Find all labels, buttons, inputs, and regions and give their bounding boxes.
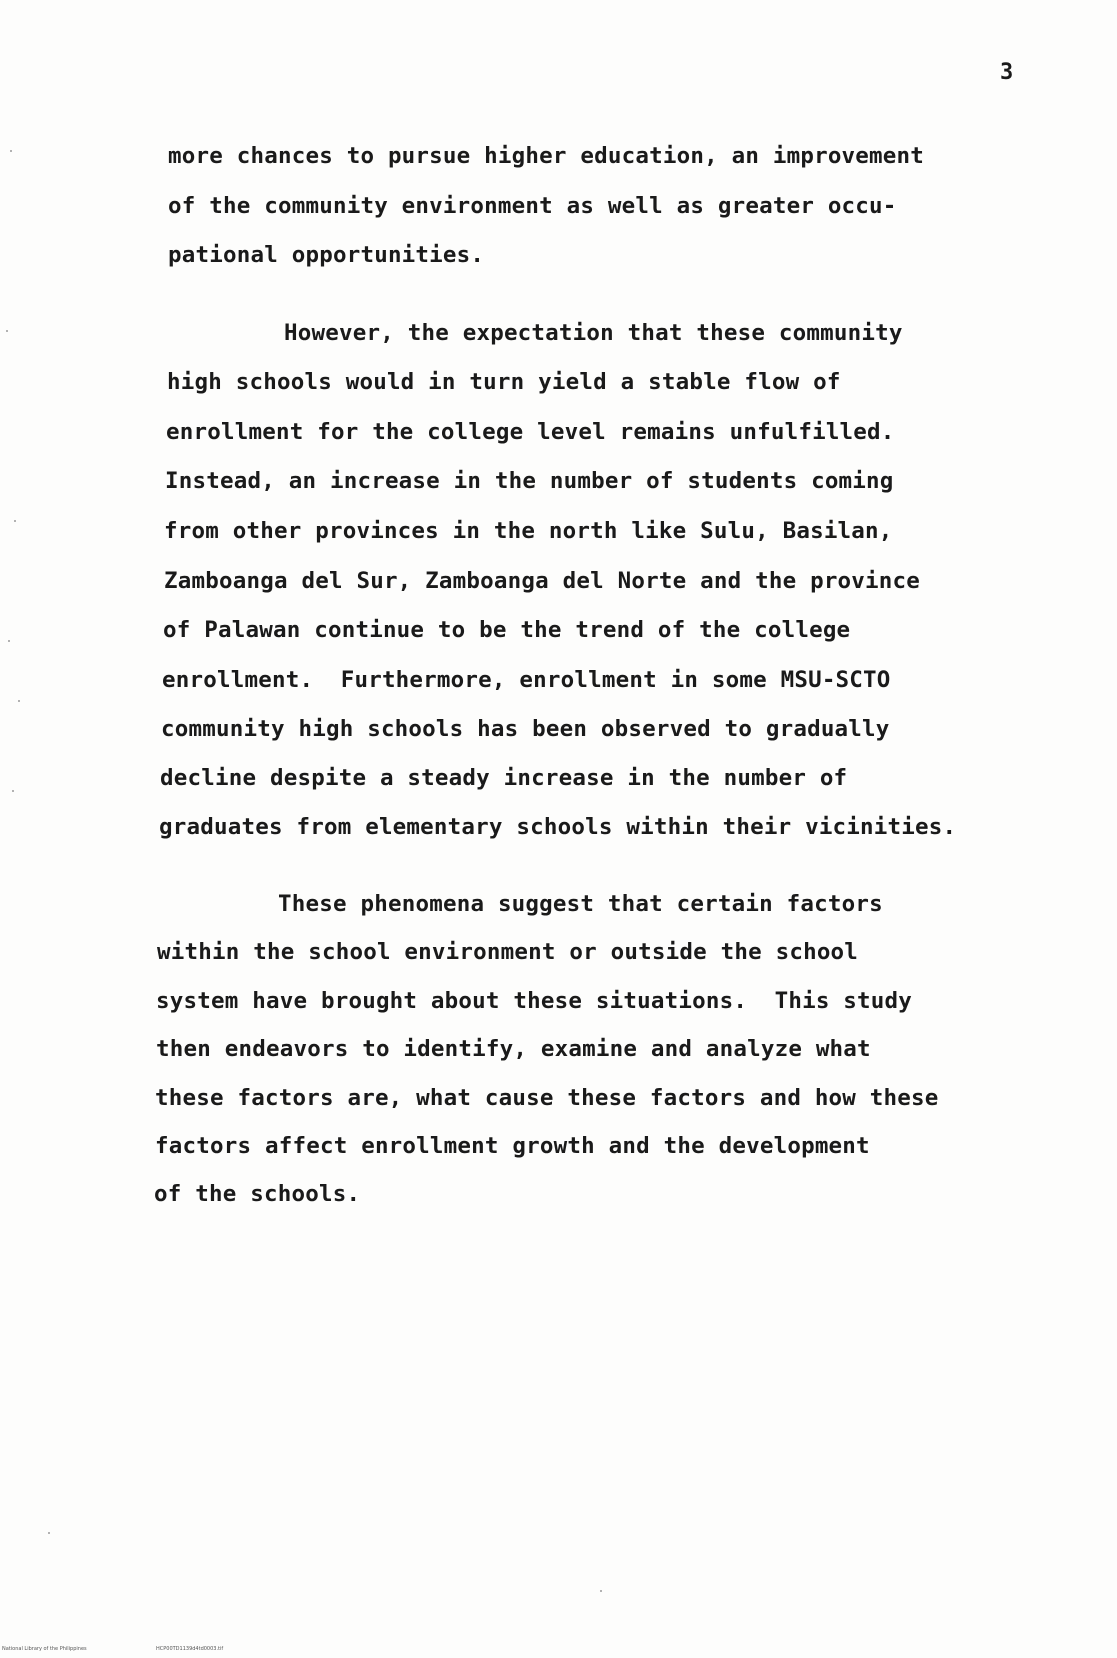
page-number: 3 <box>1000 60 1014 85</box>
scan-speck <box>12 790 14 792</box>
text-line: enrollment for the college level remains unfulfilled. <box>166 419 895 445</box>
text-line: pational opportunities. <box>168 242 485 268</box>
scan-speck <box>18 700 20 702</box>
text-line: factors affect enrollment growth and the development <box>155 1133 870 1159</box>
scan-speck <box>6 330 8 332</box>
text-line: of the schools. <box>154 1181 361 1207</box>
footer-library: National Library of the Philippines <box>2 1646 87 1652</box>
text-line: These phenomena suggest that certain factors <box>278 891 883 917</box>
text-line: However, the expectation that these community <box>284 320 903 346</box>
scan-speck <box>10 150 12 152</box>
text-line: Zamboanga del Sur, Zamboanga del Norte and the province <box>164 568 921 594</box>
text-line: more chances to pursue higher education, an improvement <box>168 143 925 169</box>
text-line: Instead, an increase in the number of students coming <box>165 468 894 494</box>
text-line: system have brought about these situations. This study <box>156 988 913 1014</box>
text-line: within the school environment or outside the school <box>157 939 859 965</box>
scan-speck <box>14 520 16 522</box>
text-line: high schools would in turn yield a stable flow of <box>167 369 841 395</box>
footer-file-id: HCP00TD1139d4td0003.tif <box>156 1646 224 1652</box>
text-line: from other provinces in the north like Sulu, Basilan, <box>164 518 893 544</box>
text-line: then endeavors to identify, examine and analyze what <box>156 1036 871 1062</box>
text-line: decline despite a steady increase in the number of <box>160 765 848 791</box>
text-line: graduates from elementary schools within their vicinities. <box>159 814 957 840</box>
text-line: community high schools has been observed to gradually <box>161 716 890 742</box>
scan-speck <box>8 640 10 642</box>
scan-speck <box>600 1590 602 1592</box>
text-line: these factors are, what cause these factors and how these <box>155 1085 939 1111</box>
text-line: enrollment. Furthermore, enrollment in some MSU-SCTO <box>162 667 891 693</box>
scan-speck <box>48 1532 50 1534</box>
text-line: of Palawan continue to be the trend of the college <box>163 617 851 643</box>
text-line: of the community environment as well as greater occu- <box>168 193 897 219</box>
